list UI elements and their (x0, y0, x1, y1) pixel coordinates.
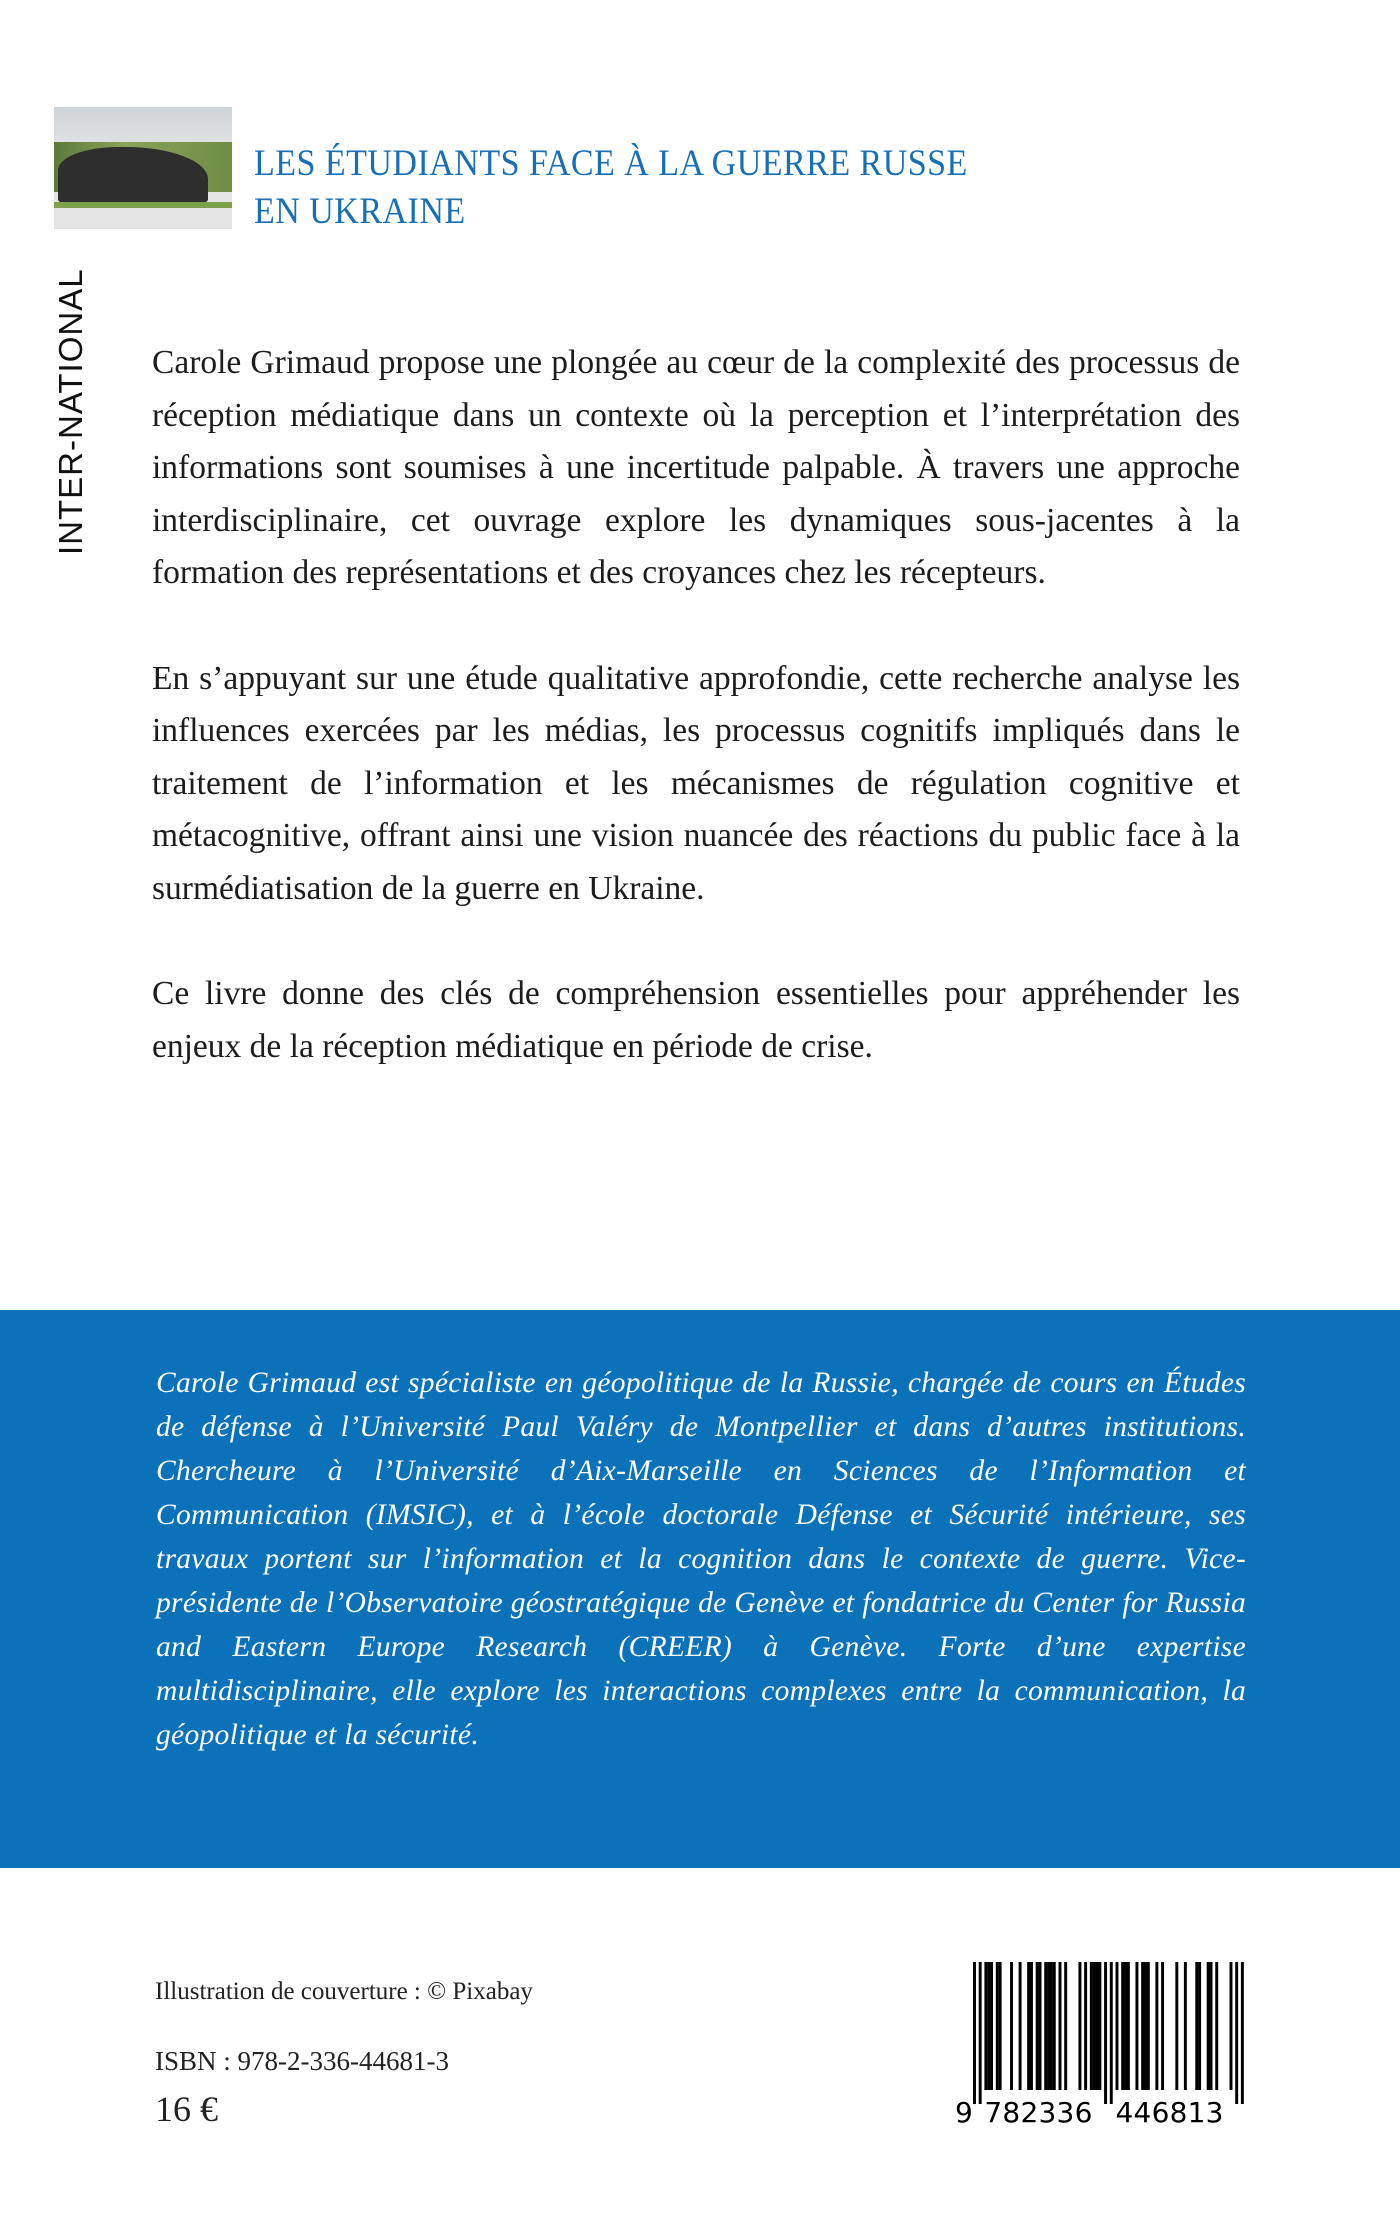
illustration-credit: Illustration de couverture : © Pixabay (155, 1978, 533, 2005)
price: 16 € (155, 2089, 218, 2129)
barcode-bar (1098, 1962, 1101, 2090)
barcode-bar (1135, 1962, 1138, 2090)
barcode-bar (1010, 1962, 1013, 2090)
barcode-bar (1235, 1962, 1238, 2104)
barcode-bar (1155, 1962, 1158, 2090)
barcode-bar (1044, 1962, 1047, 2090)
barcode-bar (984, 1962, 987, 2090)
barcode-bar (1116, 1962, 1119, 2090)
barcode-bar (996, 1962, 999, 2090)
back-cover-summary (152, 337, 1240, 1126)
barcode-bar (1195, 1962, 1198, 2090)
barcode-bar (1215, 1962, 1218, 2090)
barcode-bar (990, 1962, 993, 2090)
barcode-bar (1078, 1962, 1081, 2090)
collection-name: INTER-NATIONAL (52, 268, 89, 555)
summary-paragraph: En s’appuyant sur une étude qualitative approfondie, cette recherche analyse les influences exercées par les médias, les processus cognitifs impliqués dans le traitement de l’information et les mécanismes de régulation cognitive et métacognitive, offrant ainsi une vision nuancée des réactions du public face à la surmédiatisation de la guerre en Ukraine. (152, 659, 1240, 907)
barcode-bar (1141, 1962, 1144, 2090)
barcode-bar (973, 1962, 976, 2104)
barcode-bar (1241, 1962, 1244, 2104)
barcode-bar (1230, 1962, 1233, 2090)
title-line: EN UKRAINE (254, 191, 466, 232)
barcode-bar (1184, 1962, 1187, 2090)
barcode-bar (1050, 1962, 1053, 2090)
barcode-bar (1207, 1962, 1210, 2090)
barcode-bar (999, 1962, 1002, 2090)
cover-thumbnail-photo (54, 107, 232, 229)
barcode-bar (1059, 1962, 1062, 2090)
barcode-bar (1084, 1962, 1087, 2090)
barcode-bar (1161, 1962, 1164, 2090)
author-bio: Carole Grimaud est spécialiste en géopolitique de la Russie, chargée de cours en Études de défense à l’Université Paul Valéry de Montpellier et dans d’autres institutions. Chercheure à l’Université d’Aix-Marseille en Sciences de l’Information et Communication (IMSIC), et à l’école doctorale Défense et Sécurité intérieure, ses travaux portent sur l’information et la cognition dans le contexte de guerre. Vice-présidente de l’Observatoire géostratégique de Genève et fondatrice du Center for Russia and Eastern Europe Research (CREER) à Genève. Forte d’une expertise multidisciplinaire, elle explore les interactions complexes entre la communication, la géopolitique et la sécurité. (156, 1367, 1246, 1751)
barcode-bar (1036, 1962, 1039, 2090)
summary-paragraph: Carole Grimaud propose une plongée au cœur de la complexité des processus de réception médiatique dans un contexte où la perception et l’interprétation des informations sont soumises à une incertitude palpable. À travers une approche interdisciplinaire, cet ouvrage explore les dynamiques sous-jacentes à la formation des représentations et des croyances chez les récepteurs. (152, 344, 1240, 592)
author-bio-band (0, 1310, 1400, 1868)
barcode-bar (1096, 1962, 1099, 2090)
barcode-bar (1019, 1962, 1022, 2090)
barcode-bar (1110, 1962, 1113, 2104)
barcode-bar (1053, 1962, 1056, 2090)
barcode-bar (987, 1962, 990, 2090)
barcode-digits: 782336 (984, 2096, 1093, 2129)
barcode-bar (1127, 1962, 1130, 2090)
barcode-bar (1210, 1962, 1213, 2090)
title-line: LES ÉTUDIANTS FACE À LA GUERRE RUSSE (254, 143, 968, 184)
barcode-bar (1147, 1962, 1150, 2090)
barcode-digits: 446813 (1115, 2096, 1224, 2129)
summary-paragraph: Ce livre donne des clés de compréhension essentielles pour appréhender les enjeux de la réception médiatique en période de crise. (152, 975, 1240, 1065)
barcode-bar (1030, 1962, 1033, 2090)
barcode-bar (1198, 1962, 1201, 2090)
barcode-bar (1047, 1962, 1050, 2090)
barcode-bar (1064, 1962, 1067, 2090)
barcode-bar (1104, 1962, 1107, 2104)
barcode (955, 1962, 1247, 2132)
barcode-bar (1121, 1962, 1124, 2090)
barcode-bar (1175, 1962, 1178, 2090)
barcode-bar (1039, 1962, 1042, 2090)
barcode-bar (1090, 1962, 1093, 2090)
book-title (254, 140, 1082, 236)
isbn: ISBN : 978-2-336-44681-3 (155, 2046, 449, 2076)
barcode-bar (1144, 1962, 1147, 2090)
barcode-bar (1124, 1962, 1127, 2090)
barcode-bar (979, 1962, 982, 2104)
barcode-bar (1027, 1962, 1030, 2090)
barcode-digits: 9 (955, 2096, 973, 2129)
barcode-bar (1093, 1962, 1096, 2090)
